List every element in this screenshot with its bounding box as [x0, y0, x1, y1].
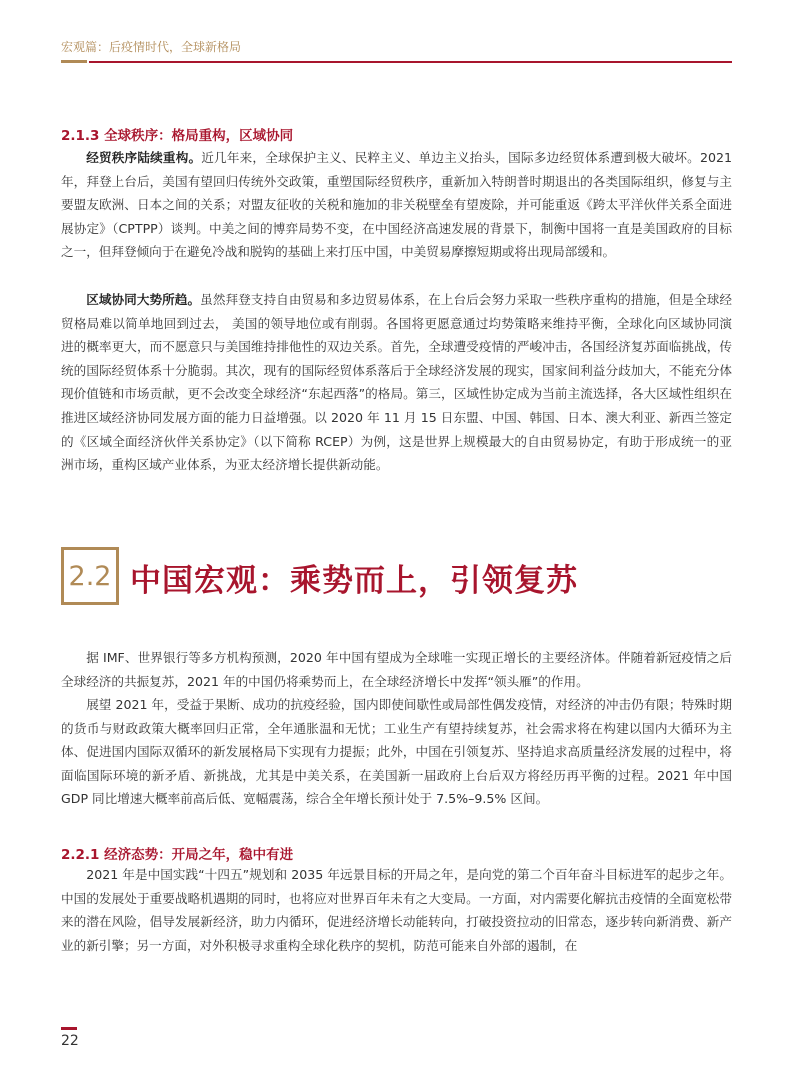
paragraph-economic-trend: 2021 年是中国实践“十四五”规划和 2035 年远景目标的开局之年，是向党的第二个百年奋斗目标进军的起步之年。中国的发展处于重要战略机遇期的同时，也将应对世界百年未有之大变局。一方面，对内需要化解抗击疫情的全面宽松带来的潜在风险，倡导发展新经济，助力内循环，促进经济增长动能转向，打破投资拉动的旧常态，逐步转向新消费、新产业的新引擎；另一方面，对外积极寻求重构全球化秩序的契机，防范可能来自外部的遏制，在: [61, 867, 732, 953]
header-rule-red: [89, 61, 732, 63]
footer-rule: [61, 1027, 77, 1030]
section-number: 2.2: [68, 560, 112, 592]
paragraph-body: 近几年来，全球保护主义、民粹主义、单边主义抬头，国际多边经贸体系遭到极大破坏。2021 年，拜登上台后，美国有望回归传统外交政策，重塑国际经贸秩序，重新加入特朗普时期退出的各类国际组织，修复与主要盟友欧洲、日本之间的关系；对盟友征收的关税和施加的非关税壁垒有望废除，并可能重返《跨太平洋伙伴关系全面进展协定》（CPTPP）谈判。中美之间的博弈局势不变，在中国经济高速发展的背景下，制衡中国将一直是美国政府的目标之一，但拜登倾向于在避免冷战和脱钩的基础上来打压中国，中美贸易摩擦短期或将出现局部缓和。: [61, 150, 732, 260]
paragraph-lead: 经贸秩序陆续重构。: [86, 150, 202, 165]
section-number-box: [61, 547, 119, 605]
paragraph-regional-synergy: [61, 288, 732, 477]
page-number: 22: [61, 1033, 79, 1049]
heading-2-2-1: 2.2.1 经济态势：开局之年，稳中有进: [61, 847, 294, 863]
paragraph-imf-forecast: 据 IMF、世界银行等多方机构预测，2020 年中国有望成为全球唯一实现正增长的主要经济体。伴随着新冠疫情之后全球经济的共振复苏，2021 年的中国仍将乘势而上，在全球经济增长中发挥“领头雁”的作用。: [61, 650, 732, 689]
paragraph-outlook-2021: 展望 2021 年，受益于果断、成功的抗疫经验，国内即使间歇性或局部性偶发疫情，对经济的冲击仍有限；特殊时期的货币与财政政策大概率回归正常，全年通胀温和无忧；工业生产有望持续复苏，社会需求将在构建以国内大循环为主体、促进国内国际双循环的新发展格局下实现有力提振；此外，中国在引领复苏、坚持追求高质量经济发展的过程中，将面临国际环境的新矛盾、新挑战，尤其是中美关系，在美国新一届政府上台后双方将经历再平衡的过程。2021 年中国 GDP 同比增速大概率前高后低、宽幅震荡，综合全年增长预计处于 7.5%–9.5% 区间。: [61, 697, 732, 807]
running-header: 宏观篇：后疫情时代，全球新格局: [61, 40, 242, 54]
paragraph-body: 虽然拜登支持自由贸易和多边贸易体系，在上台后会努力采取一些秩序重构的措施，但是全球经贸格局难以简单地回到过去， 美国的领导地位或有削弱。各国将更愿意通过均势策略来维持平衡，全球化向区域协同演进的概率更大，而不愿意只与美国维持排他性的双边关系。首先，全球遭受疫情的严峻冲击，各国经济复苏面临挑战，传统的国际经贸体系十分脆弱。其次，现有的国际经贸体系落后于全球经济发展的现实，国家间利益分歧加大，不能充分体现价值链和市场贡献，更不会改变全球经济“东起西落”的格局。第三，区域性协定成为当前主流选择，各大区域性组织在推进区域经济协同发展方面的能力日益增强。以 2020 年 11 月 15 日东盟、中国、韩国、日本、澳大利亚、新西兰签定的《区域全面经济伙伴关系协定》（以下简称 RCEP）为例，这是世界上规模最大的自由贸易协定，有助于形成统一的亚洲市场，重构区域产业体系，为亚太经济增长提供新动能。: [61, 292, 733, 473]
paragraph-trade-order: [61, 146, 732, 264]
paragraph-lead: 区域协同大势所趋。: [86, 292, 201, 307]
header-rule-gold: [61, 60, 87, 63]
section-title: 中国宏观：乘势而上，引领复苏: [130, 563, 578, 599]
heading-2-1-3: 2.1.3 全球秩序：格局重构，区域协同: [61, 128, 294, 144]
